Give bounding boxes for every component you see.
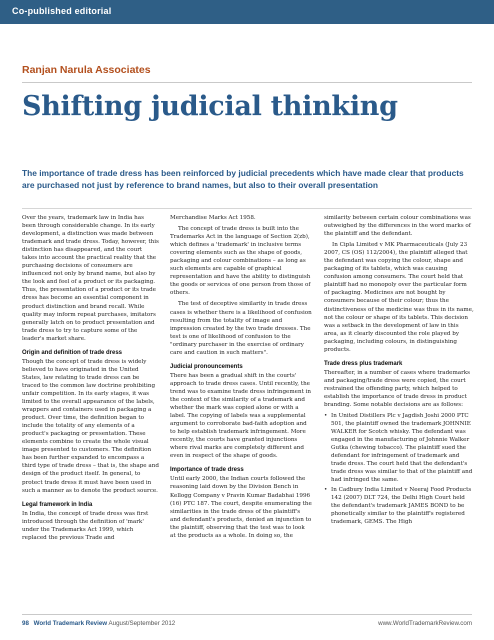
paragraph: Thereafter, in a number of cases where trademarks and packaging/trade dress were copied, the court restrained the offending party, which helped to establish the importance of trade dress in product branding. Some notable decisions are as follows: (324, 369, 471, 409)
list-item: • In United Distillers Plc v Jagdish Joshi 2000 PTC 501, the plaintiff owned the trademark JOHNNIE WALKER for Scotch whisky. The defendant was engaged in the manufacturing of Johnnie Walker Gutka (chewing tobacco). The plaintiff sued the defendant for infringement of trademark and trade dress. The court held that the defendant's trade dress was similar to that of the plaintiff and had infringed the same. (324, 412, 474, 484)
paragraph: Over the years, trademark law in India has been through considerable change. In its early development, a distinction was made between trademark and trade dress. Today, however, this distinction has disappeared, and the court takes into account the practical reality that the purchasing decisions of consumers are influenced not only by brand name, but also by the look and feel of a product or its packaging. Thus, the presentation of a product or its trade dress has become an essential component in product distinction and brand recall. While quality may inform repeat purchases, imitators generally latch on to product presentation and trade dress to try to capture some of the leader's market share. (22, 215, 159, 342)
subheading: Trade dress plus trademark (324, 360, 403, 367)
subheading: Legal framework in India (22, 501, 93, 508)
divider (22, 208, 472, 209)
paragraph: The concept of trade dress is built into the Trademarks Act in the language of Section 2(zb), which defines a 'trademark' in inclusive terms covering elements such as the shape of goods, packaging and colour combinations – as long as such elements are capable of graphical representation and have the ability to distinguish the goods or services of one person from those of others. (170, 226, 311, 297)
column-3 (324, 214, 474, 606)
paragraph: In India, the concept of trade dress was first introduced through the definition of 'mark' under the Trademarks Act 1999, which replaced the previous Trade and (22, 510, 149, 541)
paragraph: Merchandise Marks Act 1958. (170, 215, 256, 221)
author-name: Ranjan Narula Associates (22, 64, 151, 76)
paragraph: Though the concept of trade dress is widely believed to have originated in the United States, law relating to trade dress can be traced to the common law doctrine prohibiting unfair competition. In its early stages, it was limited to the overall appearance of the labels, wrappers and containers used in packaging a product. Over time, the definition began to include the totality of any elements of a product's packaging or presentation. These elements combine to create the whole visual image presented to customers. The definition has been further expanded to encompass a third type of trade dress – that is, the shape and design of the product itself. In general, to protect trade dress it must have been used in such a manner as to denote the product source. (22, 358, 159, 494)
footer-url[interactable]: www.WorldTrademarkReview.com (378, 620, 472, 627)
article-title: Shifting judicial thinking (22, 91, 398, 122)
magazine-name: World Trademark Review (33, 620, 108, 627)
standfirst: The importance of trade dress has been reinforced by judicial precedents which have made clear that products are purchased not just by reference to brand names, but also to their overall presentation (22, 168, 464, 190)
divider (22, 82, 472, 83)
paragraph: similarity between certain colour combinations was outweighed by the differences in the word marks of the plaintiff and the defendant. (324, 215, 471, 238)
issue-date: August/September 2012 (108, 620, 176, 627)
case-list (324, 412, 474, 526)
footer-divider (22, 614, 472, 615)
column-1 (22, 214, 159, 606)
column-2 (170, 214, 312, 606)
subheading: Origin and definition of trade dress (22, 349, 123, 356)
paragraph: There has been a gradual shift in the courts' approach to trade dress cases. Until recently, the trend was to examine trade dress infringement in the context of the similarity of a trademark and whether the mark was copied alone or with a label. The copying of labels was a supplemental argument to corroborate bad-faith adoption and to help establish trademark infringement. More recently, the courts have granted injunctions where rival marks are completely different and even in respect of the shape of goods. (170, 372, 312, 460)
footer-left (22, 620, 175, 627)
page-number: 98 (22, 620, 29, 627)
paragraph: Until early 2000, the Indian courts followed the reasoning laid down by the Division Bench in Kellogg Company v Pravin Kumar Badabhai 1996 (16) PTC 187. The court, despite enumerating the similarities in the trade dress of the plaintiff's and defendant's products, denied an injunction to the plaintiff, observing that the test was to look at the products as a whole. In doing so, the (170, 476, 312, 539)
paragraph: In Cipla Limited v MK Pharmaceuticals (July 23 2007, CS (OS) 112/2004), the plaintiff alleged that the defendant was copying the colour, shape and packaging of its tablets, which was causing confusion among consumers. The court held that plaintiff had no monopoly over the particular form of packaging. Medicines are not bought by consumers because of their colour; thus the distinctiveness of the medicine was thus in its name, not the colour or shape of its tablets. This decision was a setback in the development of law in this area, as it clearly discounted the role played by packaging, including colours, in distinguishing products. (324, 242, 474, 353)
section-label: Co-published editorial (12, 6, 112, 16)
list-item: • In Cadbury India Limited v Neeraj Food Products 142 (2007) DLT 724, the Delhi High Court held the defendant's trademark JAMES BOND to be phonetically similar to the plaintiff's registered trademark, GEMS. The High (324, 486, 474, 526)
subheading: Judicial pronouncements (170, 363, 243, 370)
paragraph: The test of deceptive similarity in trade dress cases is whether there is a likelihood of confusion resulting from the totality of image and impression created by the two trade dresses. The test is one of likelihood of confusion to the "ordinary purchaser in the exercise of ordinary care and caution in such matters". (170, 301, 312, 356)
subheading: Importance of trade dress (170, 467, 244, 474)
top-band (0, 0, 494, 24)
